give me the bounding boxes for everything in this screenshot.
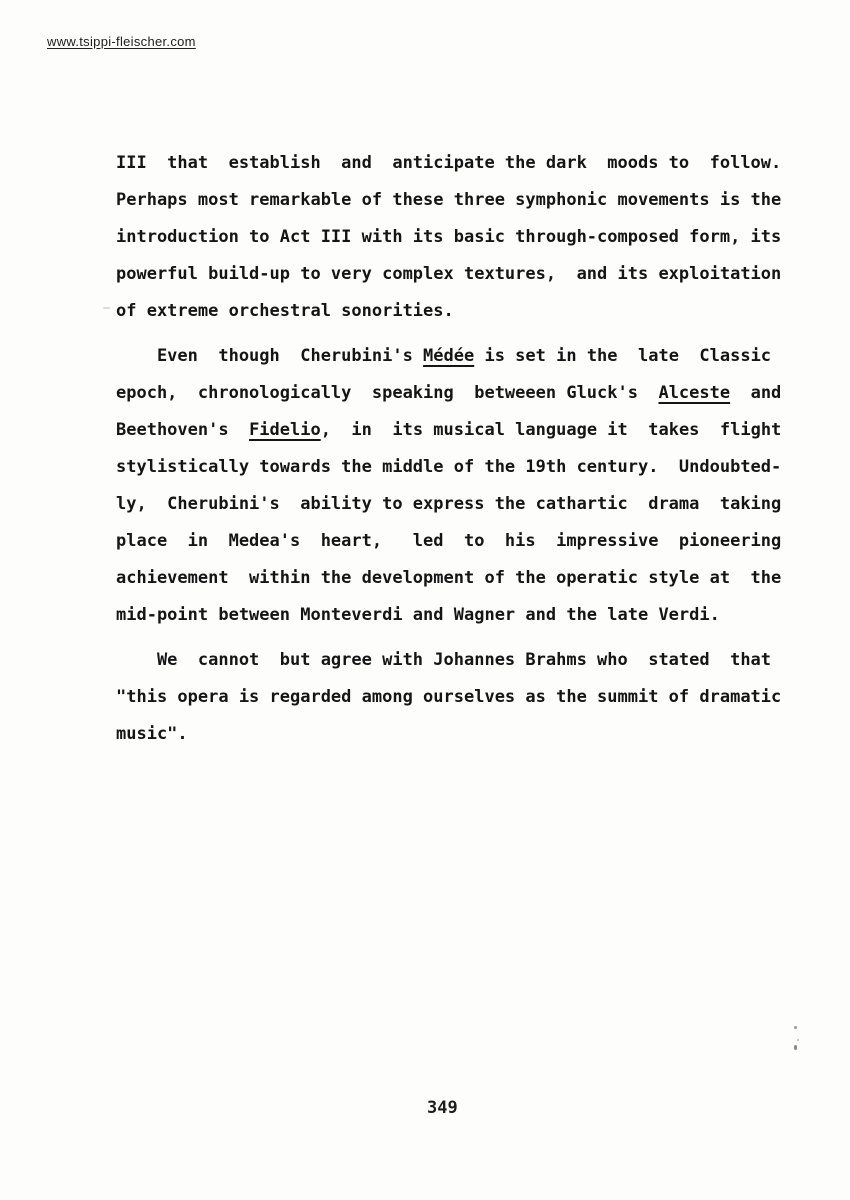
text-line — [116, 523, 806, 560]
text-segment: is set in the late Classic — [474, 346, 772, 366]
text-line — [116, 716, 806, 753]
text-line — [116, 338, 806, 375]
text-segment: place in Medea's heart, led to his impressive pioneering — [116, 531, 782, 551]
underlined-work-title: Alceste — [658, 383, 731, 403]
scan-artifact-dot — [794, 1045, 797, 1050]
text-segment: music". — [116, 724, 188, 744]
text-segment: We cannot but agree with Johannes Brahms who stated that — [116, 650, 772, 670]
text-segment: Even though Cherubini's — [116, 346, 424, 366]
scan-artifact-dash — [103, 307, 110, 309]
text-segment: achievement within the development of the operatic style at the — [116, 568, 782, 588]
text-segment: epoch, chronologically speaking betweeen Gluck's — [116, 383, 659, 403]
text-segment: stylistically towards the middle of the 19th century. Undoubted- — [116, 457, 782, 477]
text-line — [116, 375, 806, 412]
text-line — [116, 486, 806, 523]
document-body — [116, 145, 806, 761]
text-line — [116, 256, 806, 293]
scan-artifact-dot — [794, 1026, 797, 1029]
text-line — [116, 679, 806, 716]
page-number: 349 — [427, 1098, 458, 1118]
text-segment: Perhaps most remarkable of these three symphonic movements is the — [116, 190, 782, 210]
underlined-work-title: Médée — [423, 346, 475, 366]
text-segment: powerful build-up to very complex textures, and its exploitation — [116, 264, 782, 284]
text-segment: of extreme orchestral sonorities. — [116, 301, 454, 321]
text-segment: ly, Cherubini's ability to express the cathartic drama taking — [116, 494, 782, 514]
text-segment: Beethoven's — [116, 420, 250, 440]
text-line — [116, 182, 806, 219]
text-segment: "this opera is regarded among ourselves as the summit of dramatic — [116, 687, 782, 707]
underlined-work-title: Fidelio — [249, 420, 321, 440]
text-line — [116, 219, 806, 256]
text-line — [116, 449, 806, 486]
text-segment: , in its musical language it takes flight — [320, 420, 782, 440]
paragraph — [116, 338, 806, 634]
text-line — [116, 597, 806, 634]
text-line — [116, 293, 806, 330]
print-header-url: www.tsippi-fleischer.com — [47, 34, 196, 49]
text-segment: and — [730, 383, 782, 403]
paragraph — [116, 642, 806, 753]
text-line — [116, 145, 806, 182]
text-line — [116, 642, 806, 679]
text-segment: mid-point between Monteverdi and Wagner and the late Verdi. — [116, 605, 720, 625]
text-line — [116, 560, 806, 597]
scan-artifact-dot — [797, 1039, 799, 1041]
text-segment: III that establish and anticipate the dark moods to follow. — [116, 153, 782, 173]
paragraph — [116, 145, 806, 330]
text-segment: introduction to Act III with its basic through-composed form, its — [116, 227, 782, 247]
text-line — [116, 412, 806, 449]
